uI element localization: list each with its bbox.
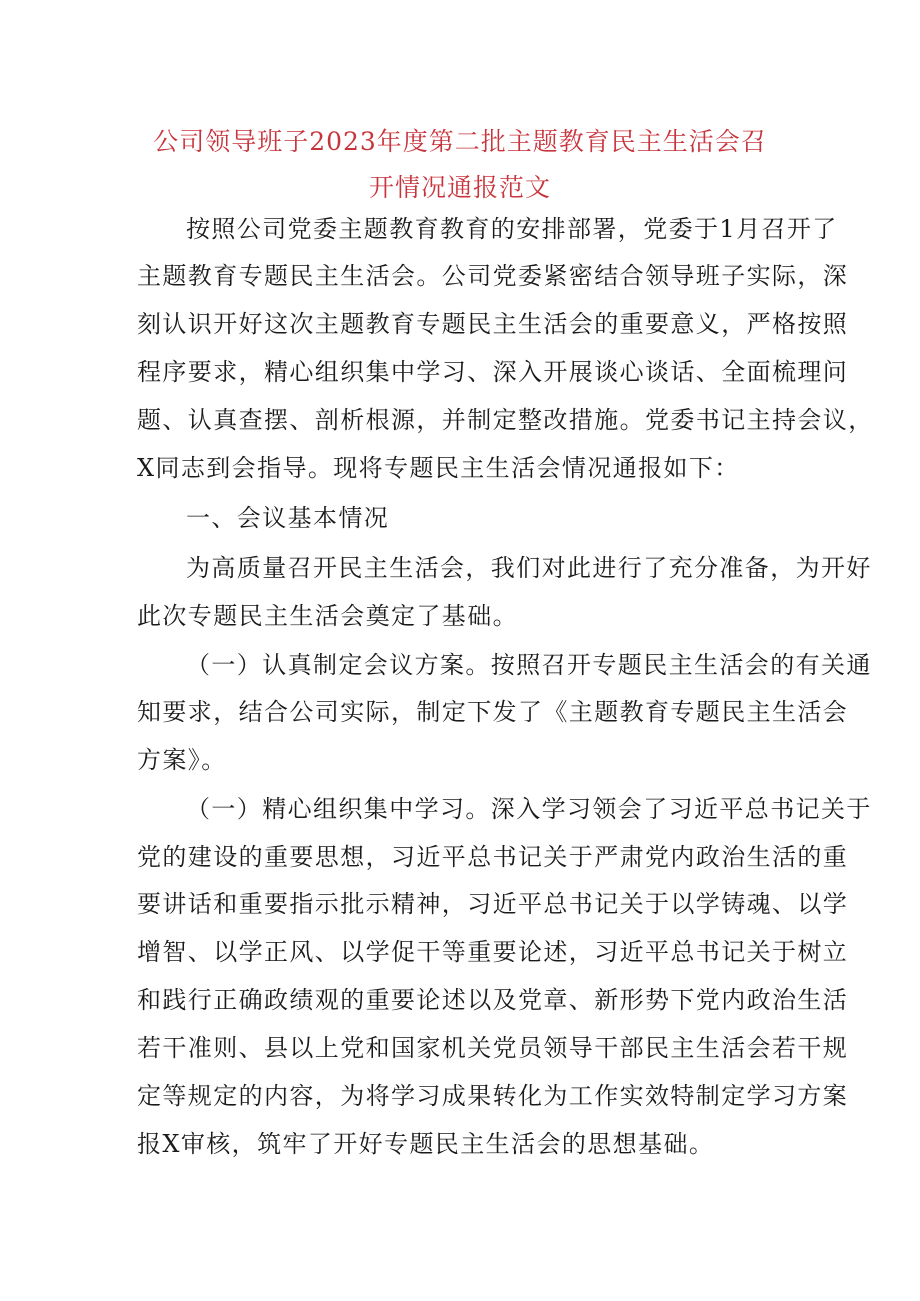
paragraph-line: 刻认识开好这次主题教育专题民主生活会的重要意义，严格按照 bbox=[137, 310, 849, 338]
paragraph-line: 方案》。 bbox=[137, 746, 227, 774]
paragraph-line: 知要求，结合公司实际，制定下发了《主题教育专题民主生活会 bbox=[137, 698, 849, 726]
section-heading: 一、会议基本情况 bbox=[186, 504, 390, 532]
paragraph-line: 要讲话和重要指示批示精神，习近平总书记关于以学铸魂、以学 bbox=[137, 890, 849, 918]
paragraph-line: 题、认真查摆、剖析根源，并制定整改措施。党委书记主持会议， bbox=[137, 406, 874, 434]
paragraph-line: 按照公司党委主题教育教育的安排部署，党委于1月召开了 bbox=[186, 215, 838, 243]
paragraph-line: 若干准则、县以上党和国家机关党员领导干部民主生活会若干规 bbox=[137, 1034, 849, 1062]
paragraph-line: 党的建设的重要思想，习近平总书记关于严肃党内政治生活的重 bbox=[137, 843, 849, 871]
paragraph-line: 为高质量召开民主生活会，我们对此进行了充分准备，为开好 bbox=[186, 554, 872, 582]
paragraph-line: 此次专题民主生活会奠定了基础。 bbox=[137, 602, 518, 630]
document-title-line-2: 开情况通报范文 bbox=[368, 173, 551, 202]
paragraph-line: 和践行正确政绩观的重要论述以及党章、新形势下党内政治生活 bbox=[137, 986, 849, 1014]
paragraph-line: （一）认真制定会议方案。按照召开专题民主生活会的有关通 bbox=[186, 651, 872, 679]
paragraph-line: X同志到会指导。现将专题民主生活会情况通报如下： bbox=[137, 454, 740, 482]
paragraph-line: 程序要求，精心组织集中学习、深入开展谈心谈话、全面梳理问 bbox=[137, 358, 849, 386]
paragraph-line: 报X审核，筑牢了开好专题民主生活会的思想基础。 bbox=[137, 1130, 715, 1158]
paragraph-line: 定等规定的内容，为将学习成果转化为工作实效特制定学习方案 bbox=[137, 1082, 849, 1110]
paragraph-line: （一）精心组织集中学习。深入学习领会了习近平总书记关于 bbox=[186, 795, 872, 823]
paragraph-line: 增智、以学正风、以学促干等重要论述，习近平总书记关于树立 bbox=[137, 938, 849, 966]
document-title-line-1: 公司领导班子2023年度第二批主题教育民主生活会召 bbox=[153, 127, 767, 156]
paragraph-line: 主题教育专题民主生活会。公司党委紧密结合领导班子实际，深 bbox=[137, 262, 849, 290]
